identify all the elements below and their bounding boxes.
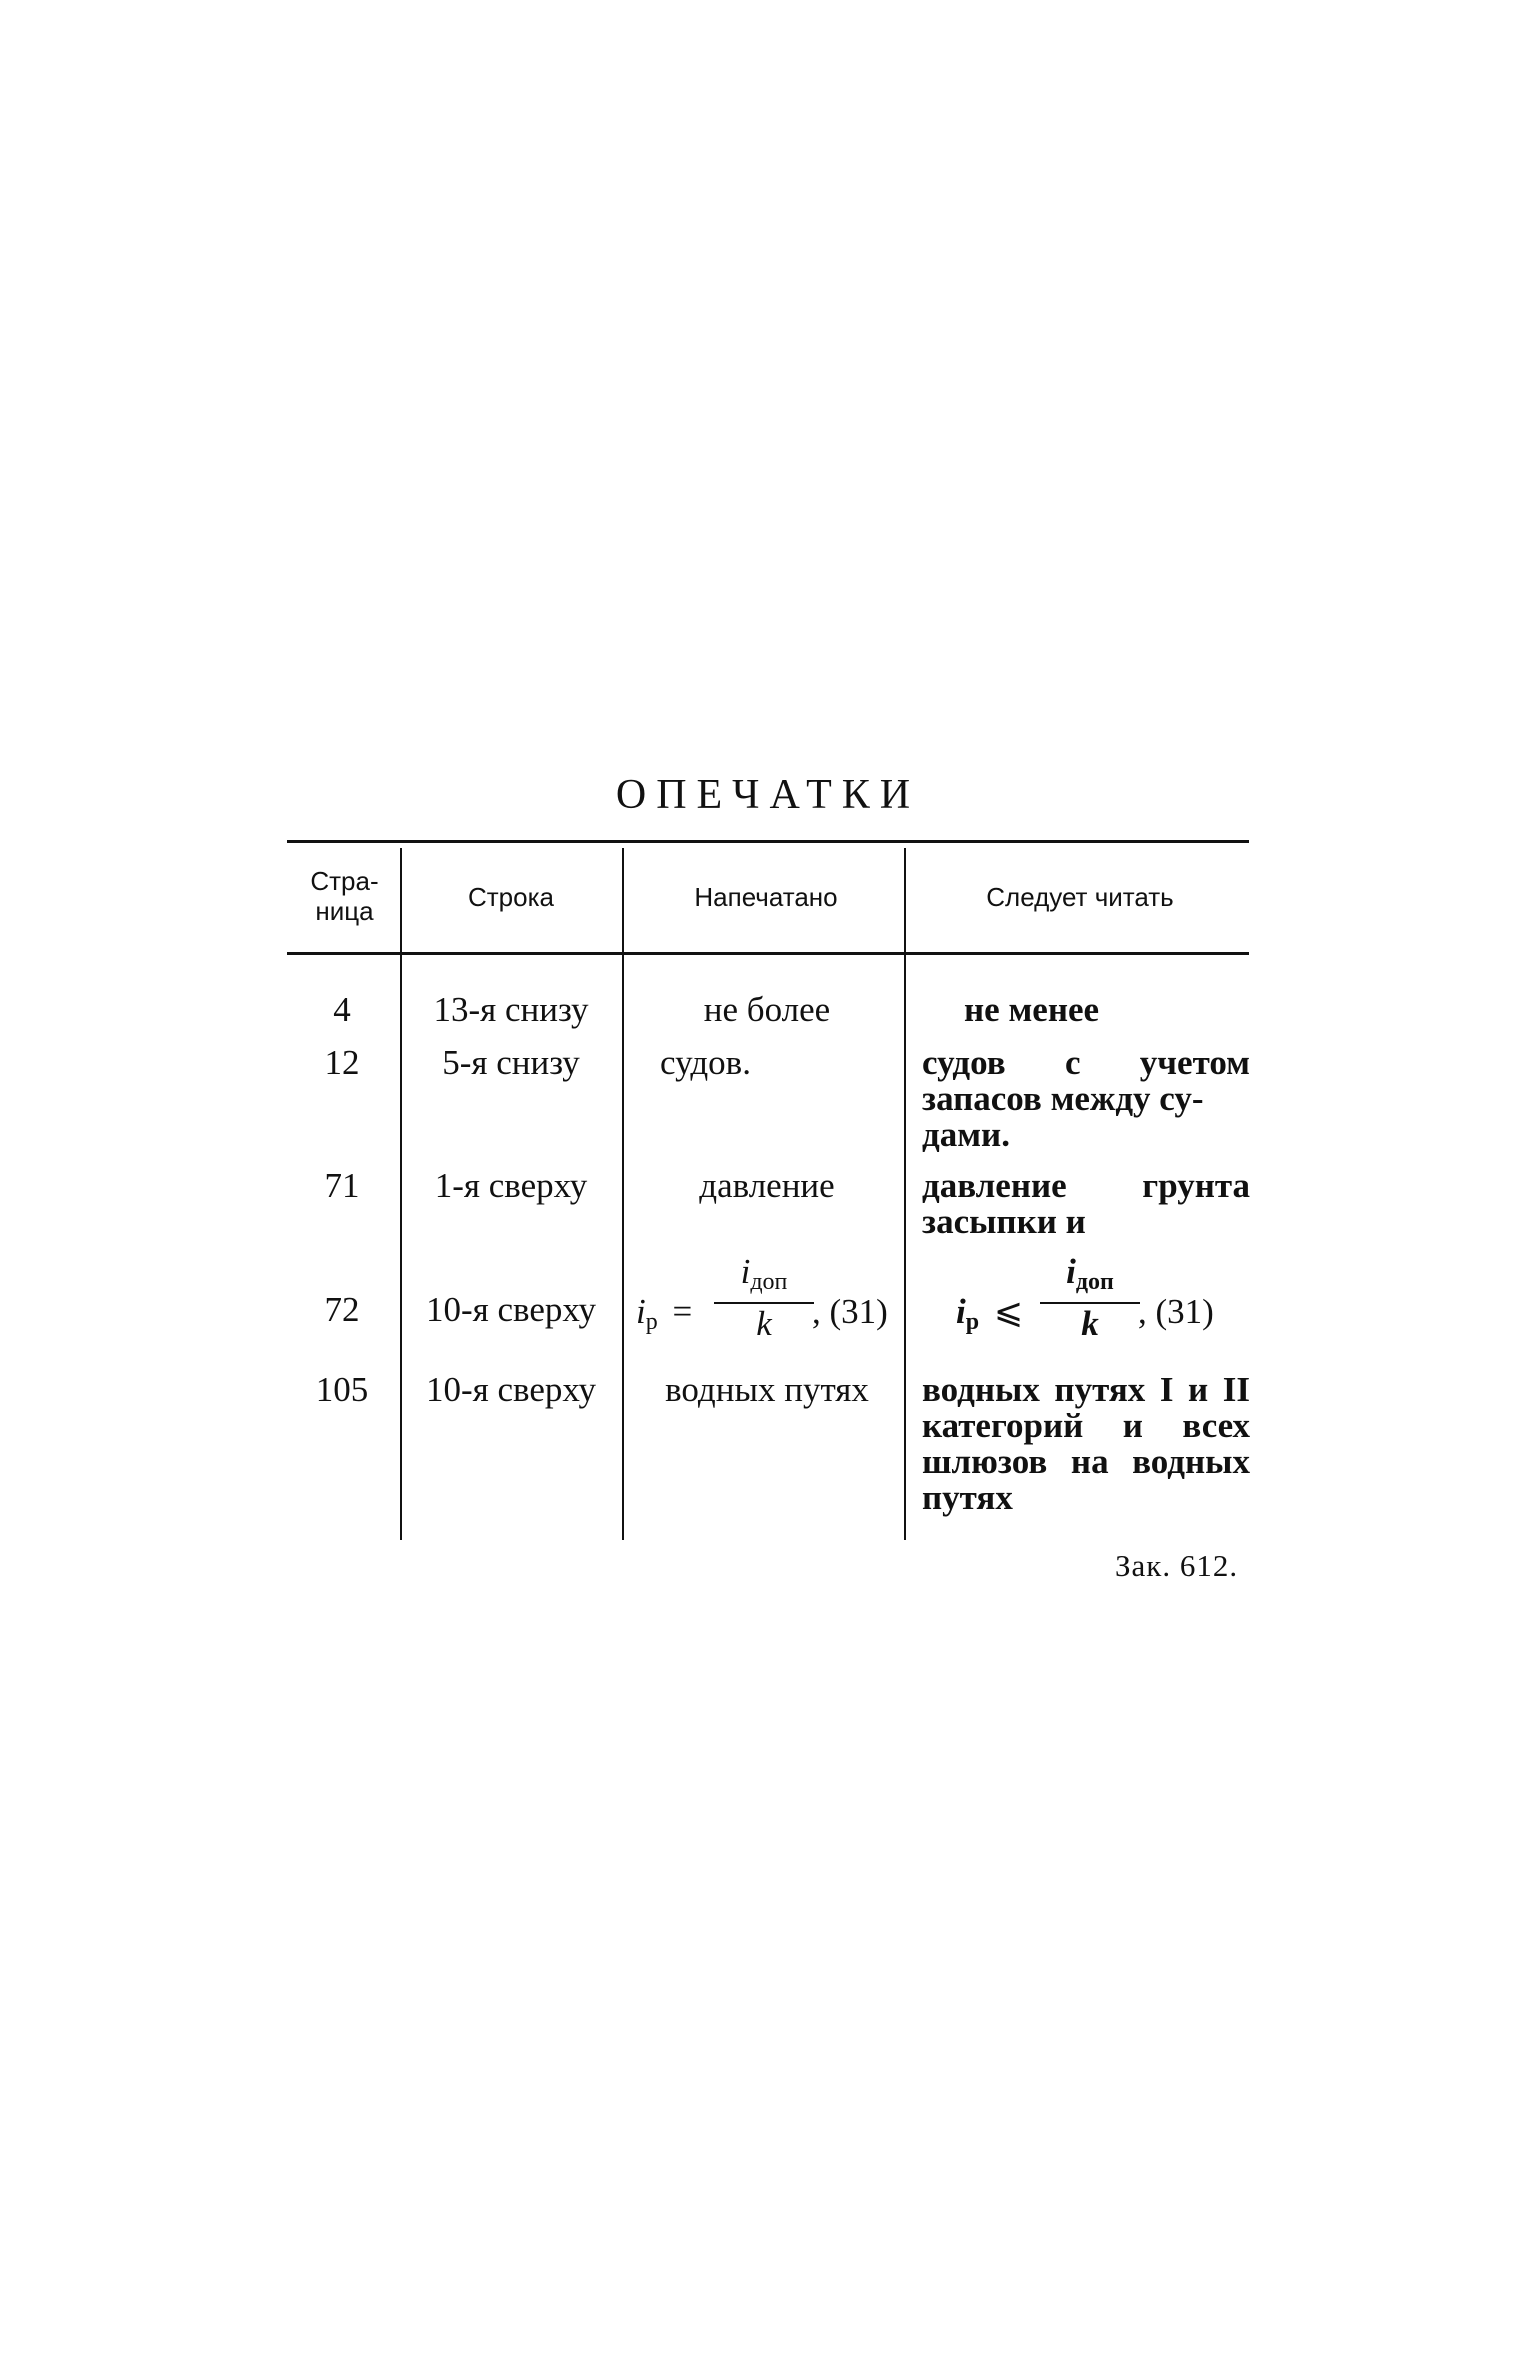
fraction-denominator: k [1081,1304,1099,1343]
header-line: Строка [467,882,554,912]
page-title: ОПЕЧАТКИ [615,772,921,818]
row-4-should-read-fraction [1040,1254,1140,1342]
row-4-printed-formula [636,1292,692,1336]
row-2-line: 5-я снизу [442,1043,580,1082]
fraction-denominator: k [756,1304,772,1343]
row-5-should-read: водных путях I и II категорий и всех шлюзов на водных путях [922,1370,1250,1517]
column-divider [622,848,624,1540]
row-3-printed: давление [699,1166,835,1205]
row-5-printed: водных путях [665,1370,869,1409]
row-3-line: 1-я сверху [434,1166,588,1205]
row-2-should-read: судов с учетом запасов между су- дами. [922,1043,1250,1154]
row-2-printed: судов. [660,1043,751,1082]
formula-lhs-sub: р [645,1309,658,1335]
row-5-page: 105 [315,1370,369,1409]
fraction-numerator: i [1066,1252,1076,1291]
row-1-printed: не более [703,990,831,1029]
fraction-numerator-sub: доп [750,1269,788,1295]
header-printed: Напечатано [694,882,838,912]
fraction-numerator: i [740,1252,751,1291]
formula-lhs: i [956,1292,966,1331]
row-1-line: 13-я снизу [433,990,589,1029]
row-4-should-read-tail: , (31) [1138,1292,1214,1331]
header-page: Стра- ница [310,866,379,926]
formula-lhs-sub: р [965,1309,980,1335]
row-5-line: 10-я сверху [425,1370,597,1409]
table-header-rule [287,952,1249,955]
column-divider [400,848,402,1540]
column-divider [904,848,906,1540]
formula-lhs: i [636,1292,646,1331]
row-4-printed-tail: , (31) [812,1292,888,1331]
order-note: Зак. 612. [1115,1548,1239,1583]
row-1-page: 4 [333,990,351,1029]
row-3-page: 71 [324,1166,360,1205]
header-should-read: Следует читать [986,882,1174,912]
row-1-should-read: не менее [964,990,1100,1029]
table-top-rule [287,840,1249,843]
row-4-should-read-formula [956,1292,1023,1336]
row-3-should-read: давление грунта засыпки и [922,1166,1250,1241]
row-4-page: 72 [324,1290,360,1329]
row-4-line: 10-я сверху [425,1290,597,1329]
row-4-printed-fraction [714,1254,814,1342]
formula-operator: = [672,1292,693,1331]
row-2-page: 12 [324,1043,360,1082]
formula-operator: ⩽ [993,1292,1024,1331]
fraction-numerator-sub: доп [1075,1269,1114,1295]
